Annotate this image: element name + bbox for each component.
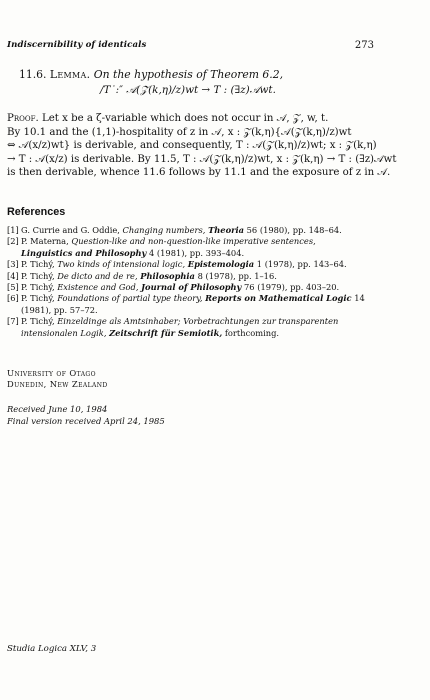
proof-line: By 10.1 and the (1,1)-hospitality of z in 𝒜, x : 𝒵(k,η){𝒜(𝒵(k,η)/z)wt <box>7 126 352 138</box>
reference-item <box>7 271 367 282</box>
lemma-formula: /T˙:″ 𝒜(𝒵(k,η)/z)wt → T : (∃z)𝒜wt. <box>100 84 276 96</box>
reference-item <box>7 225 367 236</box>
reference-number: [7] <box>7 316 19 327</box>
reference-authors: P. Tichý, <box>21 270 55 281</box>
final-version-line: Final version received April 24, 1985 <box>7 415 165 426</box>
journal-footer: Studia Logica XLV, 3 <box>7 644 97 654</box>
lemma-statement: On the hypothesis of Theorem 6.2, <box>93 68 284 81</box>
reference-journal: Reports on Mathematical Logic <box>205 293 352 304</box>
reference-journal: Zeitschrift für Semiotik, <box>109 327 223 338</box>
page-number: 273 <box>354 40 374 51</box>
reference-number: [5] <box>7 282 19 293</box>
running-head: Indiscernibility of identicals <box>7 40 147 50</box>
reference-details: 56 (1980), pp. 148–64. <box>246 225 342 235</box>
reference-journal: Epistemologia <box>187 259 255 270</box>
reference-title: Foundations of partial type theory, <box>57 293 203 304</box>
lemma-number: 11.6. <box>19 68 47 81</box>
reference-journal: Philosophia <box>140 270 195 281</box>
reference-details: 76 (1979), pp. 403–20. <box>244 282 340 293</box>
address-line: University of Otago <box>7 368 96 378</box>
proof-block <box>7 112 397 180</box>
reference-journal: Journal of Philosophy <box>141 282 242 293</box>
reference-title: Changing numbers, <box>122 225 206 235</box>
reference-authors: P. Tichý, <box>21 259 55 270</box>
reference-details: 4 (1981), pp. 393–404. <box>148 247 245 258</box>
reference-details: forthcoming. <box>224 327 280 338</box>
reference-title: Existence and God, <box>57 282 139 293</box>
reference-journal: Linguistics and Philosophy <box>21 247 147 258</box>
received-line: Received June 10, 1984 <box>7 404 108 414</box>
reference-authors: G. Currie and G. Oddie, <box>21 225 120 235</box>
reference-details: 8 (1978), pp. 1–16. <box>197 270 277 281</box>
reference-authors: P. Materna, <box>21 236 69 247</box>
reference-item <box>7 316 367 339</box>
lemma-heading <box>19 68 283 81</box>
references-heading: References <box>7 206 66 218</box>
reference-item <box>7 259 367 270</box>
reference-number: [4] <box>7 270 19 281</box>
reference-title: Einzeldinge als Amtsinhaber; Vorbetrachtungen zur transparenten intensionalen Logik, <box>21 316 339 338</box>
reference-item <box>7 282 367 293</box>
proof-label: Proof. <box>7 113 39 124</box>
reference-authors: P. Tichý, <box>21 282 55 293</box>
author-address <box>7 368 108 390</box>
reference-details: 1 (1978), pp. 143–64. <box>256 259 347 270</box>
proof-line <box>7 112 363 126</box>
reference-details: 14 (1981), pp. 57–72. <box>21 293 365 315</box>
reference-title: Two kinds of intensional logic, <box>57 259 186 270</box>
references-list <box>7 225 367 339</box>
received-dates <box>7 404 165 427</box>
proof-line: is then derivable, whence 11.6 follows by 11.1 and the exposure of z in 𝒜. <box>7 167 391 178</box>
proof-line-text: Let x be a ζ-variable which does not occur in 𝒜, 𝒵, w, t. <box>41 113 329 124</box>
proof-line: ⇔ 𝒜(x/z)wt} is derivable, and consequently, T : 𝒜(𝒵(k,η)/z)wt; x : 𝒵(k,η) <box>7 140 377 151</box>
reference-authors: P. Tichý, <box>21 316 55 327</box>
reference-journal: Theoria <box>208 225 244 235</box>
reference-title: De dicto and de re, <box>57 270 138 281</box>
reference-number: [1] <box>7 225 19 235</box>
proof-line: → T : 𝒜(x/z) is derivable. By 11.5, T : 𝒜(𝒵(k,η)/z)wt, x : 𝒵(k,η) → T : (∃z)𝒜wt <box>7 153 397 165</box>
reference-item <box>7 293 367 316</box>
reference-item <box>7 236 367 259</box>
reference-number: [3] <box>7 259 19 270</box>
lemma-label: Lemma. <box>49 68 91 81</box>
reference-title: Question-like and non-question-like imperative sentences, <box>71 236 316 247</box>
reference-number: [2] <box>7 236 19 247</box>
reference-authors: P. Tichý, <box>21 293 55 304</box>
address-line: Dunedin, New Zealand <box>7 379 108 389</box>
reference-number: [6] <box>7 293 19 304</box>
